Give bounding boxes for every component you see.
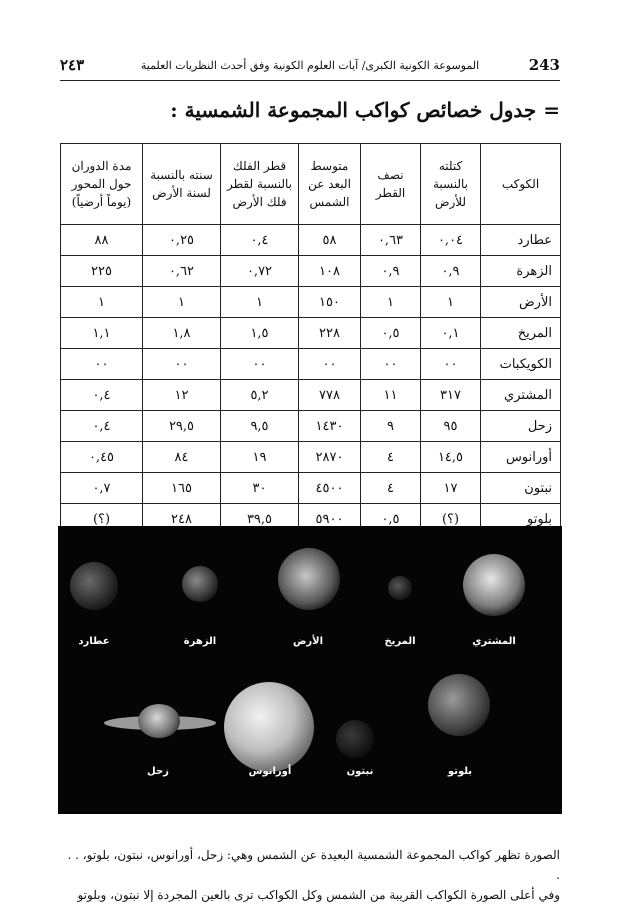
table-row xyxy=(61,256,561,287)
planet-name-cell: أورانوس xyxy=(481,442,561,473)
table-cell: ١٤٣٠ xyxy=(299,411,361,442)
mars-image xyxy=(388,576,412,600)
uranus-image xyxy=(224,682,314,772)
table-cell: ١ xyxy=(143,287,221,318)
planet-name-cell: الأرض xyxy=(481,287,561,318)
column-header: سنته بالنسبة لسنة الأرض xyxy=(143,144,221,225)
table-cell: ٩٥ xyxy=(421,411,481,442)
table-cell: ٠,٩ xyxy=(421,256,481,287)
table-cell: ١,١ xyxy=(61,318,143,349)
table-cell: ٢٢٨ xyxy=(299,318,361,349)
pluto-image xyxy=(428,674,490,736)
mercury-image xyxy=(70,562,118,610)
earth-label: الأرض xyxy=(292,636,324,647)
page-number-latin: 243 xyxy=(528,56,560,74)
planet-name-cell: نبتون xyxy=(481,473,561,504)
table-cell: ٠,٤ xyxy=(61,380,143,411)
table-cell: ٠٠ xyxy=(421,349,481,380)
table-cell: ١٠٨ xyxy=(299,256,361,287)
table-cell: ١ xyxy=(221,287,299,318)
table-cell: ٤٥٠٠ xyxy=(299,473,361,504)
planet-properties-table xyxy=(60,143,561,535)
table-cell: ١٩ xyxy=(221,442,299,473)
table-cell: ٩ xyxy=(361,411,421,442)
table-cell: ٤ xyxy=(361,473,421,504)
table-row xyxy=(61,442,561,473)
mars-label: المريخ xyxy=(384,636,416,647)
table-cell: ٠٠ xyxy=(143,349,221,380)
table-body xyxy=(61,225,561,535)
table-cell: ٧٧٨ xyxy=(299,380,361,411)
table-cell: ٠٠ xyxy=(361,349,421,380)
table-cell: (؟) xyxy=(61,504,143,535)
table-cell: ٢٩,٥ xyxy=(143,411,221,442)
running-title: الموسوعة الكونية الكبرى/ آيات العلوم الكونية وفق أحدث النظريات العلمية xyxy=(140,59,480,72)
mercury-label: عطارد xyxy=(78,636,110,647)
table-row xyxy=(61,380,561,411)
table-cell: ١ xyxy=(361,287,421,318)
table-cell: ٠,٢٥ xyxy=(143,225,221,256)
table-cell: ٣١٧ xyxy=(421,380,481,411)
table-cell: ١٦٥ xyxy=(143,473,221,504)
column-header: نصف القطر xyxy=(361,144,421,225)
photo-caption xyxy=(60,845,560,905)
table-cell: ٠,٤ xyxy=(221,225,299,256)
table-row xyxy=(61,225,561,256)
table-cell: ١٢ xyxy=(143,380,221,411)
caption-line-1: الصورة تظهر كواكب المجموعة الشمسية البعيدة عن الشمس وهي: زحل، أورانوس، نبتون، بلوتو، . . . xyxy=(67,848,560,882)
saturn-image xyxy=(138,704,180,738)
column-header: قطر الفلك بالنسبة لقطر فلك الأرض xyxy=(221,144,299,225)
table-cell: ٠,١ xyxy=(421,318,481,349)
table-cell: ١٤,٥ xyxy=(421,442,481,473)
table-cell: ٠٠ xyxy=(299,349,361,380)
pluto-label: بلوتو xyxy=(447,766,473,777)
table-row xyxy=(61,318,561,349)
table-cell: ٥٩٠٠ xyxy=(299,504,361,535)
planet-name-cell: المشتري xyxy=(481,380,561,411)
page-number-arabic: ٢٤٣ xyxy=(60,56,85,74)
table-cell: ١ xyxy=(421,287,481,318)
venus-label: الزهرة xyxy=(183,636,217,647)
neptune-image xyxy=(336,720,374,758)
jupiter-label: المشتري xyxy=(472,636,516,647)
column-header: مدة الدوران حول المحور (يوماً أرضياً) xyxy=(61,144,143,225)
table-cell: ٢٢٥ xyxy=(61,256,143,287)
planets-photo xyxy=(58,526,562,814)
planet-name-cell: بلوتو xyxy=(481,504,561,535)
table-cell: ٣٩,٥ xyxy=(221,504,299,535)
venus-image xyxy=(182,566,218,602)
table-cell: ٠,٥ xyxy=(361,318,421,349)
table-cell: ٣٠ xyxy=(221,473,299,504)
table-cell: ١,٨ xyxy=(143,318,221,349)
table-title: = جدول خصائص كواكب المجموعة الشمسية : xyxy=(170,98,560,122)
page-header xyxy=(60,56,560,81)
planet-name-cell: عطارد xyxy=(481,225,561,256)
table-row xyxy=(61,287,561,318)
table-cell: ٠,٦٢ xyxy=(143,256,221,287)
table-cell: ٠,٦٣ xyxy=(361,225,421,256)
table-cell: ١٥٠ xyxy=(299,287,361,318)
table-row xyxy=(61,411,561,442)
table-cell: ٠,٧ xyxy=(61,473,143,504)
table-cell: ٠,٩ xyxy=(361,256,421,287)
table-cell: ٥٨ xyxy=(299,225,361,256)
table-cell: ٠٠ xyxy=(221,349,299,380)
table-cell: ٨٨ xyxy=(61,225,143,256)
column-header: الكوكب xyxy=(481,144,561,225)
table-cell: ١٧ xyxy=(421,473,481,504)
table-cell: ١ xyxy=(61,287,143,318)
table-cell: ٠٠ xyxy=(61,349,143,380)
table-cell: ٢٤٨ xyxy=(143,504,221,535)
column-header: متوسط البعد عن الشمس xyxy=(299,144,361,225)
planet-name-cell: الكويكبات xyxy=(481,349,561,380)
table-cell: (؟) xyxy=(421,504,481,535)
table-row xyxy=(61,349,561,380)
table-cell: ٠,٠٤ xyxy=(421,225,481,256)
planet-name-cell: زحل xyxy=(481,411,561,442)
planet-name-cell: الزهرة xyxy=(481,256,561,287)
table-row xyxy=(61,473,561,504)
neptune-label: نبتون xyxy=(346,766,374,777)
table-cell: ٠,٤ xyxy=(61,411,143,442)
saturn-label: زحل xyxy=(147,766,169,777)
uranus-label: أورانوس xyxy=(248,766,292,777)
table-cell: ١١ xyxy=(361,380,421,411)
table-cell: ٩,٥ xyxy=(221,411,299,442)
table-cell: ٠,٥ xyxy=(361,504,421,535)
column-header: كتلته بالنسبة للأرض xyxy=(421,144,481,225)
table-cell: ٠,٧٢ xyxy=(221,256,299,287)
table-cell: ٠,٤٥ xyxy=(61,442,143,473)
earth-image xyxy=(278,548,340,610)
table-header-row xyxy=(61,144,561,225)
table-cell: ٥,٢ xyxy=(221,380,299,411)
table-cell: ٨٤ xyxy=(143,442,221,473)
table-cell: ١,٥ xyxy=(221,318,299,349)
jupiter-image xyxy=(463,554,525,616)
table-cell: ٢٨٧٠ xyxy=(299,442,361,473)
planet-name-cell: المريخ xyxy=(481,318,561,349)
caption-line-2: وفي أعلى الصورة الكواكب القريبة من الشمس وكل الكواكب ترى بالعين المجردة إلا نبتون، وبلوتو xyxy=(77,888,560,902)
table-cell: ٤ xyxy=(361,442,421,473)
